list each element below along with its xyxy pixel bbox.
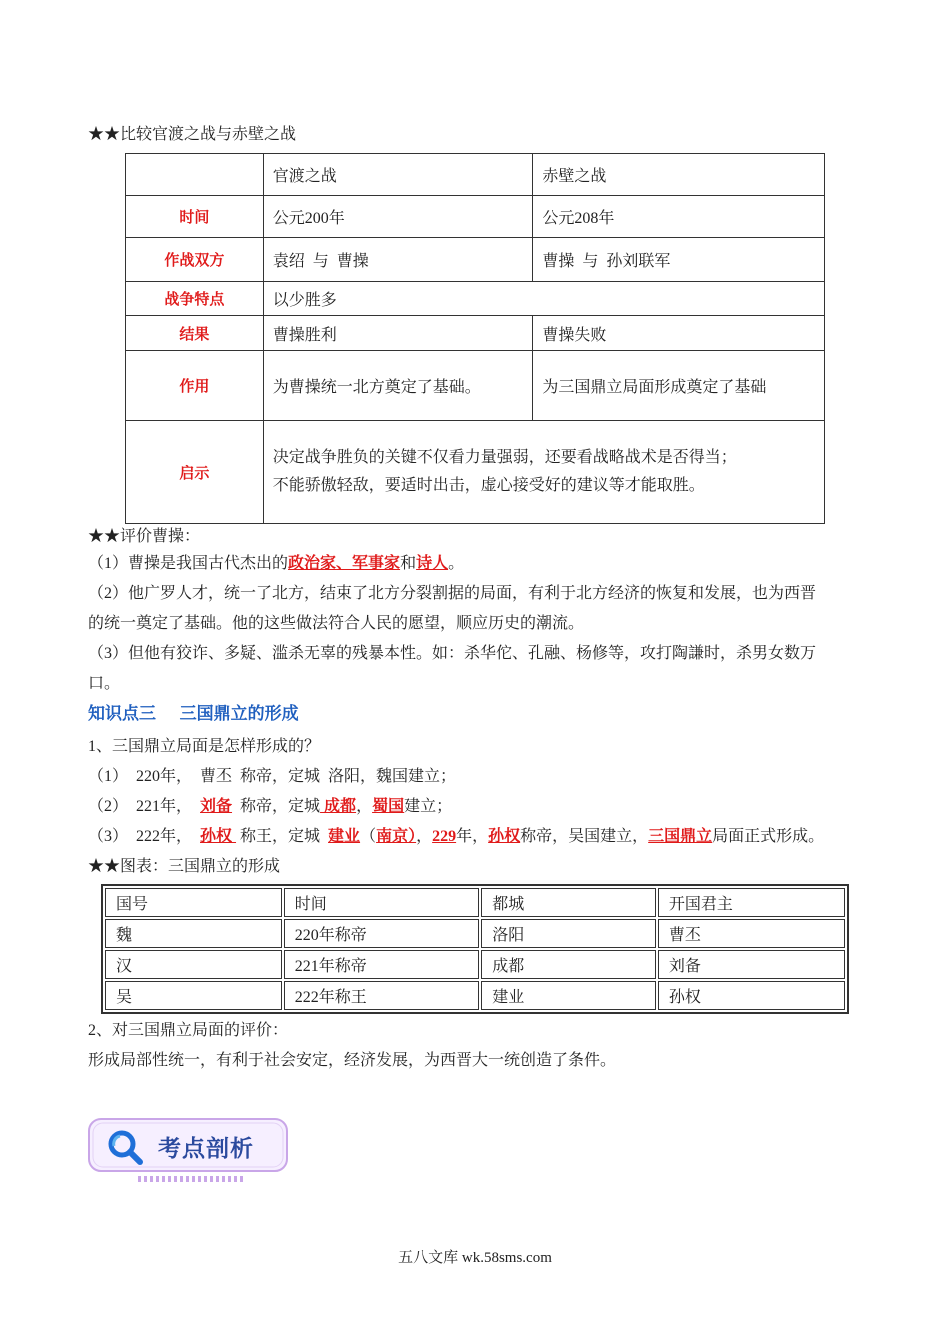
table-row	[105, 888, 845, 917]
keyword: 诗人	[416, 555, 449, 572]
caocao-p3-line2: 口。	[88, 675, 121, 692]
text: （3） 222年，	[88, 828, 201, 845]
table-row	[105, 919, 845, 948]
text: 局面正式形成。	[712, 828, 825, 845]
keyword: 229	[432, 828, 457, 845]
header-cell: 开国君主	[658, 888, 845, 917]
keyword: 成都	[320, 798, 357, 815]
cell: 曹操失败	[533, 316, 825, 351]
compare-table	[125, 153, 825, 524]
header-cell: 官渡之战	[263, 154, 533, 196]
insight-line: 不能骄傲轻敌，要适时出击，虚心接受好的建议等才能取胜。	[272, 477, 705, 494]
text: ，	[356, 798, 373, 815]
text: （2） 221年，	[88, 798, 201, 815]
cell: 公元200年	[263, 196, 533, 238]
keyword: 孙权	[200, 828, 237, 845]
keyword: 孙权	[488, 828, 521, 845]
keyword: 军事家	[352, 555, 401, 572]
cell: 222年称王	[284, 981, 479, 1010]
table-row	[126, 316, 825, 351]
section-heading: 知识点三 三国鼎立的形成	[88, 704, 299, 724]
cell: 孙权	[658, 981, 845, 1010]
text: 和	[400, 555, 417, 572]
caocao-p1	[88, 553, 464, 575]
caocao-p2-line1: （2）他广罗人才，统一了北方，结束了北方分裂割据的局面，有利于北方经济的恢复和发展，也为西晋	[88, 585, 817, 602]
caocao-title: ★★评价曹操：	[88, 528, 201, 545]
text: 称帝，定城	[232, 798, 321, 815]
keyword: 蜀国	[372, 798, 405, 815]
text: （	[360, 828, 377, 845]
chart-title: ★★图表：三国鼎立的形成	[88, 858, 281, 875]
cell: 洛阳	[481, 919, 656, 948]
question-1: 1、三国鼎立局面是怎样形成的？	[88, 738, 321, 755]
badge-label: 考点剖析	[158, 1136, 254, 1162]
text: 称王，定城	[236, 828, 329, 845]
row-label: 作战双方	[126, 238, 264, 282]
table-row	[126, 238, 825, 282]
item-1: （1） 220年， 曹丕 称帝，定城 洛阳，魏国建立；	[88, 768, 457, 785]
text: 、	[336, 555, 353, 572]
footer-watermark: 五八文库 wk.58sms.com	[398, 1250, 552, 1266]
cell: 魏	[105, 919, 282, 948]
text: ，	[416, 828, 433, 845]
answer-2: 形成局部性统一，有利于社会安定，经济发展，为西晋大一统创造了条件。	[88, 1052, 617, 1069]
row-label: 启示	[126, 421, 264, 524]
row-label: 作用	[126, 351, 264, 421]
cell: 刘备	[658, 950, 845, 979]
keyword: 刘备	[200, 798, 233, 815]
item-3	[88, 826, 824, 848]
header-cell: 时间	[284, 888, 479, 917]
text: 建立；	[404, 798, 453, 815]
header-cell	[126, 154, 264, 196]
table-row	[126, 282, 825, 316]
cell	[263, 421, 824, 524]
text: 称帝，吴国建立，	[520, 828, 649, 845]
row-label: 结果	[126, 316, 264, 351]
table-row	[105, 950, 845, 979]
caocao-p2-line2: 的统一奠定了基础。他的这些做法符合人民的愿望，顺应历史的潮流。	[88, 615, 585, 632]
header-cell: 国号	[105, 888, 282, 917]
kingdoms-table	[101, 884, 849, 1014]
cell: 为曹操统一北方奠定了基础。	[263, 351, 533, 421]
cell: 吴	[105, 981, 282, 1010]
table-row	[126, 421, 825, 524]
compare-title: ★★比较官渡之战与赤壁之战	[88, 126, 297, 143]
text: 。	[448, 555, 465, 572]
cell: 袁绍 与 曹操	[263, 238, 533, 282]
keyword: 建业	[328, 828, 361, 845]
table-row	[105, 981, 845, 1010]
keyword: 政治家	[288, 555, 337, 572]
cell: 曹操 与 孙刘联军	[533, 238, 825, 282]
row-label: 战争特点	[126, 282, 264, 316]
cell: 曹操胜利	[263, 316, 533, 351]
header-cell: 赤壁之战	[533, 154, 825, 196]
search-icon	[106, 1128, 146, 1168]
cell: 建业	[481, 981, 656, 1010]
cell: 汉	[105, 950, 282, 979]
table-row	[126, 196, 825, 238]
text: 年，	[456, 828, 489, 845]
exam-analysis-badge	[86, 1116, 290, 1184]
question-2: 2、对三国鼎立局面的评价：	[88, 1022, 289, 1039]
cell: 为三国鼎立局面形成奠定了基础	[533, 351, 825, 421]
insight-line: 决定战争胜负的关键不仅看力量强弱，还要看战略战术是否得当；	[272, 449, 737, 466]
table-row	[126, 154, 825, 196]
header-cell: 都城	[481, 888, 656, 917]
caocao-p3-line1: （3）但他有狡诈、多疑、滥杀无辜的残暴本性。如：杀华佗、孔融、杨修等，攻打陶謙时，杀男女数万	[88, 645, 817, 662]
cell: 以少胜多	[263, 282, 824, 316]
text: （1）曹操是我国古代杰出的	[88, 555, 289, 572]
keyword: 南京）	[376, 828, 417, 845]
cell: 成都	[481, 950, 656, 979]
cell: 220年称帝	[284, 919, 479, 948]
cell: 曹丕	[658, 919, 845, 948]
item-2	[88, 796, 452, 818]
table-row	[126, 351, 825, 421]
cell: 公元208年	[533, 196, 825, 238]
row-label: 时间	[126, 196, 264, 238]
keyword: 三国鼎立	[648, 828, 713, 845]
cell: 221年称帝	[284, 950, 479, 979]
